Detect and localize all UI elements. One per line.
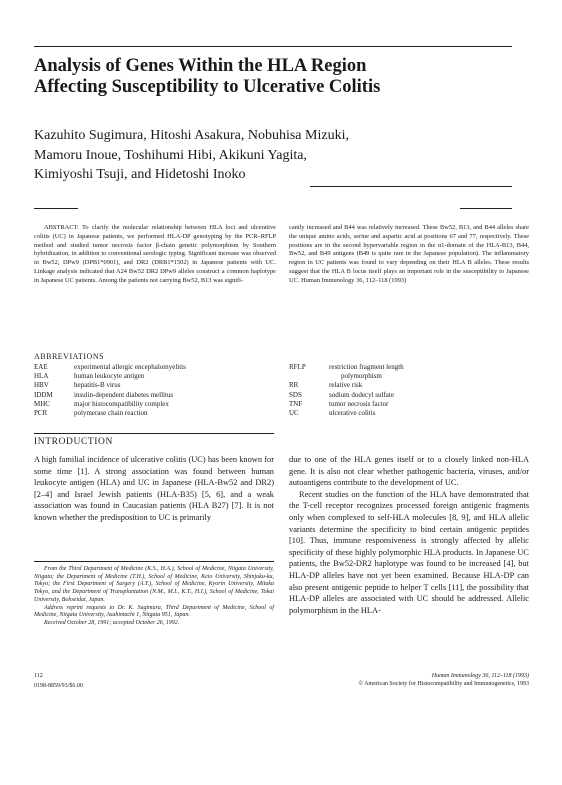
- intro-paragraph-3: Recent studies on the function of the HLA have demonstrated that the T-cell receptor recognizes processed foreign antigenic fragments only when complexed to self-HLA molecules [8, 9], and HLA allelic variants determine the specificity to bind certain antigenic peptides [10]. Thus, immune responsiveness is strongly affected by allelic specificity of these highly polymorphic HLA products. In Japanese UC patients, the Bw52-DR2 haplotype was found to be increased [4], but HLA-DP alleles have not yet been examined. Because HLA-DP can also present antigenic peptide to helper T cells [11], the possibility that HLA-DP alleles are associated with UC should be addressed. Allelic polymorphism in the HLA-: [289, 489, 529, 615]
- abbr-row: [34, 381, 186, 390]
- issn: 0198-8859/93/$6.00: [34, 683, 83, 689]
- abbr-key: PCR: [34, 409, 48, 418]
- abstract-text-left: ABSTRACT: To clarify the molecular relationship between HLA loci and ulcerative colitis (UC) in Japanese patients, we performed HLA-DP genotyping by the PCR–RFLP method and studied tumor necrosis factor β-chain genetic polymorphism by Southern hybridization, in addition to conventional serologic typing. Significant increase was observed in Bw52, DPw9 (DPB1*0901), and DR2 (DRB1*1502) in Japanese patients with UC. Linkage analysis indicated that A24 Bw52 DR2 DPw9 alleles construct a common haplotype in Japanese UC patients. Among the patients not carrying Bw52, B13 was signifi-: [34, 224, 276, 284]
- abbreviations-table-right: [289, 363, 404, 418]
- abbr-key: IDDM: [34, 390, 53, 399]
- footnote: [34, 566, 274, 628]
- abbr-def: sodium dodecyl sulfate: [329, 390, 394, 399]
- journal-citation: Human Immunology 36, 112–118 (1993): [431, 673, 529, 679]
- abbr-key: RFLP: [289, 363, 306, 371]
- title-line-2: Affecting Susceptibility to Ulcerative Colitis: [34, 77, 381, 97]
- abstract-right: [289, 224, 529, 286]
- abbr-row: [34, 409, 186, 418]
- intro-rule: [34, 433, 274, 434]
- abbr-def: insulin-dependent diabetes mellitus: [74, 390, 174, 399]
- abbr-row: [34, 400, 186, 409]
- divider-right-top: [310, 186, 512, 187]
- abbr-row: [289, 363, 404, 372]
- divider-right: [460, 208, 512, 209]
- abbr-def: relative risk: [329, 381, 363, 390]
- abbr-key: [289, 372, 329, 381]
- top-rule: [34, 46, 512, 47]
- abstract-text-right: cantly increased and B44 was relatively increased. These Bw52, B13, and B44 alleles share the unique amino acids, serine and aspartic acid at positions 67 and 77, respectively. These positions are in the second hypervariable region in the α1-domain of the HLA-B13, B44, Bw52, and B49 antigens (B49 is quite rare in the Japanese population). The inflammatory region in UC patients was found to vary depending on their HLA B alleles. These results suggest that the HLA B locus itself plays an important role in the susceptibility to Japanese UC. Human Immunology 36, 112–118 (1993): [289, 224, 529, 284]
- abbreviations-table-left: [34, 363, 186, 418]
- page-number: 112: [34, 673, 43, 679]
- abbr-row: [289, 409, 404, 418]
- abbr-def: ulcerative colitis: [329, 409, 376, 418]
- intro-right-column: [289, 454, 529, 616]
- abbr-key: UC: [289, 409, 299, 418]
- intro-left-column: [34, 454, 274, 524]
- abbr-row: [289, 400, 404, 409]
- abbr-def: tumor necrosis factor: [329, 399, 389, 408]
- authors-line-1: Kazuhito Sugimura, Hitoshi Asakura, Nobuhisa Mizuki,: [34, 128, 349, 143]
- abbr-def: hepatitis-B virus: [74, 381, 121, 390]
- title-line-1: Analysis of Genes Within the HLA Region: [34, 56, 367, 76]
- abbr-def: experimental allergic encephalomyelitis: [74, 363, 186, 371]
- abbr-def: restriction fragment length: [329, 363, 404, 371]
- abstract-left: [34, 224, 276, 286]
- abbr-row: [289, 391, 404, 400]
- abbr-def: polymorphism: [341, 372, 382, 381]
- authors-line-2: Mamoru Inoue, Toshihumi Hibi, Akikuni Yagita,: [34, 147, 307, 163]
- abbreviations-heading: ABBREVIATIONS: [34, 352, 105, 361]
- divider-left: [34, 208, 78, 209]
- abbr-def: polymerase chain reaction: [74, 409, 148, 418]
- introduction-heading: INTRODUCTION: [34, 437, 113, 447]
- intro-paragraph-1: A high familial incidence of ulcerative colitis (UC) has been known for some time [1]. A strong association was found between human leukocyte antigen (HLA) and UC in Japanese (HLA-Bw52 and DR2) [2–4] and Israel Jewish patients (HLA-B35) [5, 6], and a weak association was found in Caucasian patients (HLA B27) [7]. It is not known whether the predisposition to UC is primarily: [34, 455, 274, 522]
- journal-footer: [289, 673, 529, 688]
- abbr-row: [34, 372, 186, 381]
- abbr-row: [34, 391, 186, 400]
- footnote-rule: [34, 561, 274, 562]
- abbr-row: [289, 381, 404, 390]
- abbr-def: human leukocyte antigen: [74, 372, 145, 381]
- abbr-def: major histocompatibility complex: [74, 399, 169, 408]
- authors-line-3: Kimiyoshi Tsuji, and Hidetoshi Inoko: [34, 167, 246, 182]
- abbr-key: HLA: [34, 372, 49, 381]
- abbr-row: [34, 363, 186, 372]
- footnote-affiliations: From the Third Department of Medicine (K.S., H.A.), School of Medicine, Niigata University, Niigata; the Department of Medicine (T.H.), School of Medicine, Keio University, Shinjuku-ku, Tokyo; the First Department of Surgery (A.Y.), School of Medicine, Kyorin University, Mitaka Tokyo, and the Department of Transplantation (N.M., M.I., K.T., H.I.), School of Medicine, Tokai University, Bohseidai, Japan.: [34, 566, 274, 603]
- abbr-key: MHC: [34, 399, 50, 408]
- abbr-key: SDS: [289, 390, 302, 399]
- author-list: [34, 126, 504, 185]
- intro-paragraph-2: due to one of the HLA genes itself or to a closely linked non-HLA gene. It is also not clear whether pathogenic bacteria, viruses, and/or autoantigens contribute to the development of UC.: [289, 455, 529, 488]
- footnote-reprint: Address reprint requests to Dr. K. Sugimura, Third Department of Medicine, School of Medicine, Niigata University, Asahimachi 1, Niigata 951, Japan.: [34, 604, 274, 619]
- abbr-key: HBV: [34, 381, 49, 390]
- footnote-received: Received October 28, 1991; accepted October 26, 1992.: [44, 619, 180, 626]
- abbr-key: EAE: [34, 363, 48, 371]
- copyright: © American Society for Histocompatibility and Immunogenetics, 1993: [358, 680, 529, 687]
- article-title: [34, 56, 504, 98]
- abbr-key: TNF: [289, 399, 303, 408]
- abbr-key: RR: [289, 381, 299, 390]
- abbr-row: [289, 372, 404, 381]
